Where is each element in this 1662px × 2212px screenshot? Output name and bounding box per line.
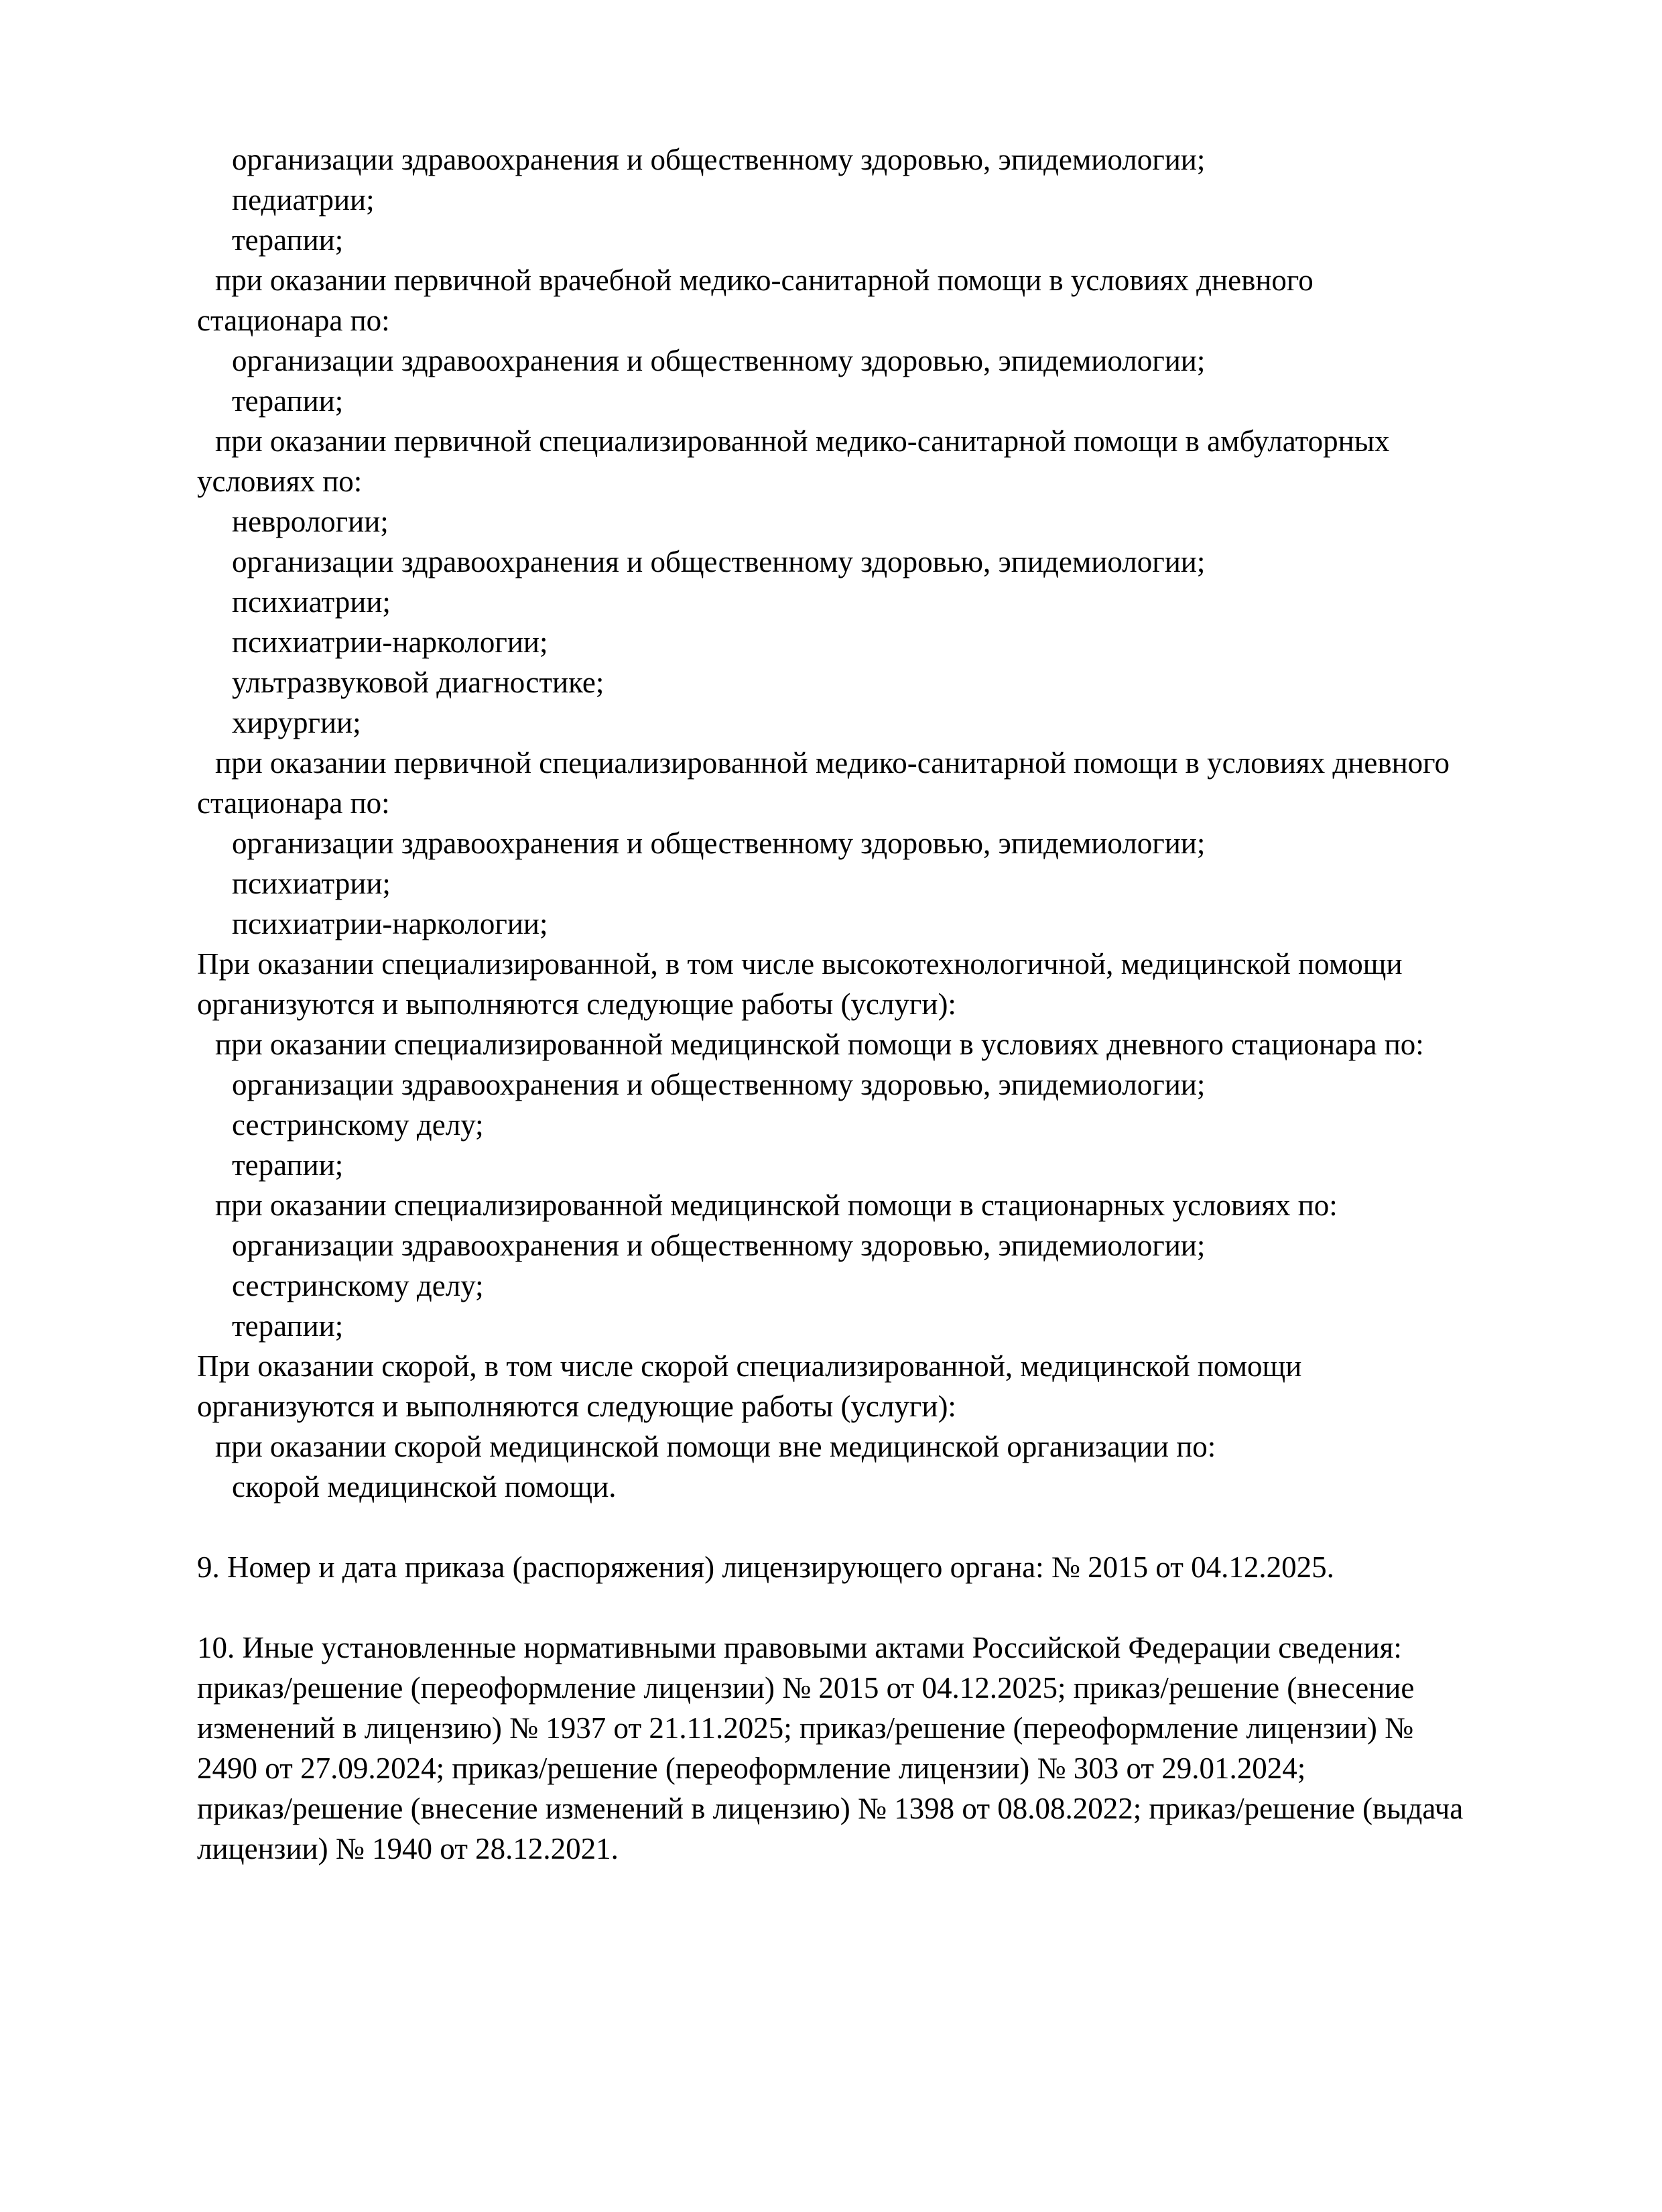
document-line: изменений в лицензию) № 1937 от 21.11.2025; приказ/решение (переоформление лицензии) № xyxy=(197,1711,1414,1745)
document-line: хирургии; xyxy=(232,706,361,739)
document-line: педиатрии; xyxy=(232,183,375,217)
document-line: при оказании специализированной медицинской помощи в условиях дневного стационара по: xyxy=(215,1028,1424,1061)
document-line: организуются и выполняются следующие работы (услуги): xyxy=(197,1390,956,1423)
document-line: сестринскому делу; xyxy=(232,1108,484,1142)
document-line: психиатрии; xyxy=(232,585,391,619)
document-line: организации здравоохранения и общественному здоровью, эпидемиологии; xyxy=(232,143,1206,176)
document-line: терапии; xyxy=(232,223,344,257)
blank-line xyxy=(197,1587,1463,1627)
document-line: скорой медицинской помощи. xyxy=(232,1470,617,1503)
license-text-block xyxy=(197,139,1463,1869)
document-line: при оказании первичной специализированной медико-санитарной помощи в условиях дневного xyxy=(215,746,1450,780)
document-line: 2490 от 27.09.2024; приказ/решение (переоформление лицензии) № 303 от 29.01.2024; xyxy=(197,1752,1306,1785)
document-line: терапии; xyxy=(232,1148,344,1182)
document-line: ультразвуковой диагностике; xyxy=(232,666,604,699)
document-line: 9. Номер и дата приказа (распоряжения) лицензирующего органа: № 2015 от 04.12.2025. xyxy=(197,1550,1334,1584)
document-line: неврологии; xyxy=(232,505,389,538)
document-line: терапии; xyxy=(232,384,344,418)
document-line: терапии; xyxy=(232,1309,344,1343)
document-line: приказ/решение (переоформление лицензии) № 2015 от 04.12.2025; приказ/решение (внесение xyxy=(197,1671,1415,1705)
document-line: психиатрии-наркологии; xyxy=(232,907,548,940)
document-line: организации здравоохранения и общественному здоровью, эпидемиологии; xyxy=(232,826,1206,860)
document-line: организации здравоохранения и общественному здоровью, эпидемиологии; xyxy=(232,545,1206,578)
document-line: при оказании специализированной медицинской помощи в стационарных условиях по: xyxy=(215,1188,1338,1222)
document-line: При оказании специализированной, в том числе высокотехнологичной, медицинской помощи xyxy=(197,947,1403,981)
document-line: приказ/решение (внесение изменений в лицензию) № 1398 от 08.08.2022; приказ/решение (выдача xyxy=(197,1792,1464,1825)
document-line: стационара по: xyxy=(197,786,390,820)
document-line: лицензии) № 1940 от 28.12.2021. xyxy=(197,1832,619,1865)
document-line: 10. Иные установленные нормативными правовыми актами Российской Федерации сведения: xyxy=(197,1631,1402,1664)
document-line: психиатрии; xyxy=(232,867,391,900)
document-line: психиатрии-наркологии; xyxy=(232,625,548,659)
blank-line xyxy=(197,1507,1463,1547)
document-line: при оказании скорой медицинской помощи вне медицинской организации по: xyxy=(215,1430,1216,1463)
document-line: организации здравоохранения и общественному здоровью, эпидемиологии; xyxy=(232,344,1206,377)
document-line: При оказании скорой, в том числе скорой специализированной, медицинской помощи xyxy=(197,1349,1302,1383)
document-line: организации здравоохранения и общественному здоровью, эпидемиологии; xyxy=(232,1229,1206,1262)
document-line: организации здравоохранения и общественному здоровью, эпидемиологии; xyxy=(232,1068,1206,1101)
document-line: условиях по: xyxy=(197,465,363,498)
document-line: при оказании первичной специализированной медико-санитарной помощи в амбулаторных xyxy=(215,424,1390,458)
document-line: организуются и выполняются следующие работы (услуги): xyxy=(197,987,956,1021)
document-line: стационара по: xyxy=(197,304,390,337)
document-line: сестринскому делу; xyxy=(232,1269,484,1302)
document-line: при оказании первичной врачебной медико-санитарной помощи в условиях дневного xyxy=(215,263,1314,297)
